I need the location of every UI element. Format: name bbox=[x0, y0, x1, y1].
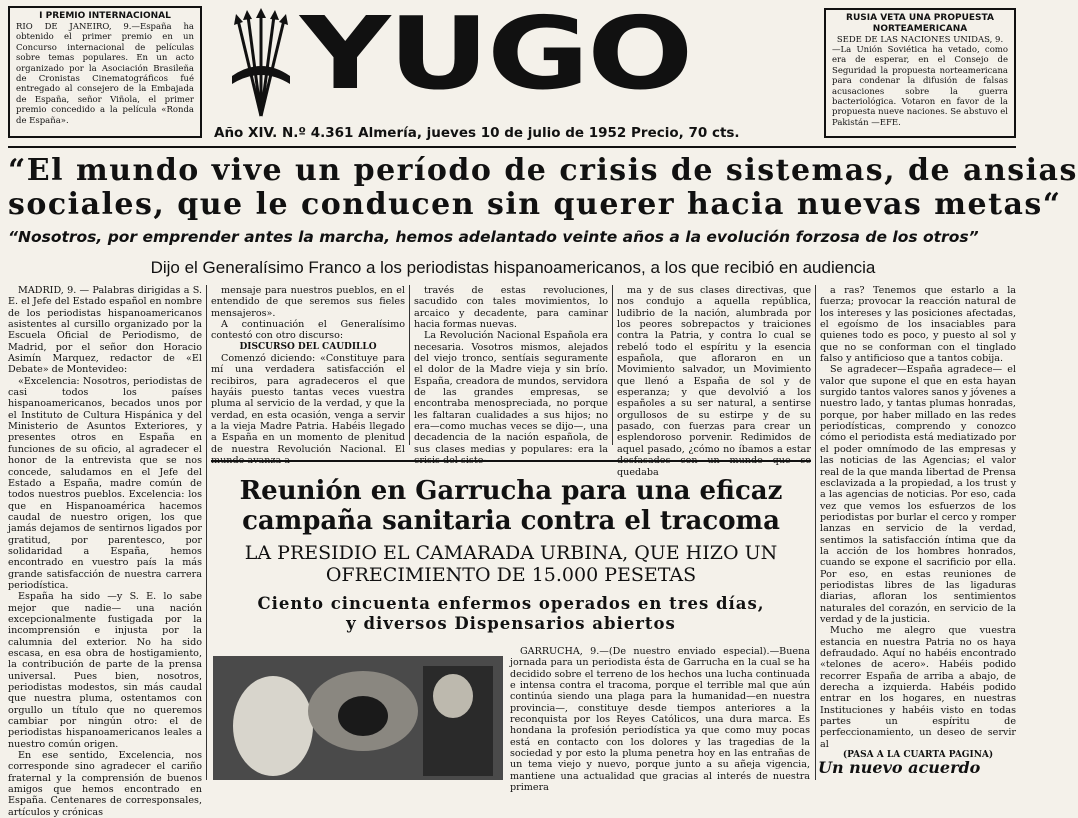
story2-rule bbox=[211, 460, 811, 462]
continued-on-page-4: (PASA A LA CUARTA PAGINA) bbox=[842, 750, 994, 761]
story2-subhead-line2: OFRECIMIENTO DE 15.000 PESETAS bbox=[325, 564, 697, 586]
col4-paragraph: ma y de sus clases directivas, que nos condujo a aquella república, ludibrio de la nación, alumbrada por los peores sobrepactos y traiciones contra la Patria, y contra lo cual se rebeló todo el espíritu y la esencia española, que afloraron en un Movimiento salvador, un Movimiento que llenó a España de sol y de esperanza; y que devolvió a los españoles a su ser natural, a sentirse orgullosos de su estirpe y de su pasado, con fuerzas para crear un esplendoroso porvenir. Redimidos de aquel pasado, ¿cómo no íbamos a estar quedaba bbox=[617, 285, 811, 478]
column-rule bbox=[815, 285, 816, 780]
masthead-dateline: Año XIV. N.º 4.361 Almería, jueves 10 de julio de 1952 Precio, 70 cts. bbox=[214, 125, 740, 141]
col3-paragraph: través de estas revoluciones, sacudido con tales movimientos, lo arcaico y decadente, para caminar hacia formas nuevas. bbox=[414, 285, 608, 331]
col1-paragraph: España ha sido —y S. E. lo sabe mejor que nadie— una nación excepcionalmente fustigada por la incomprensión e injusta por la calumnia del exterior. No ha sido escasa, en esa obra de hostigamiento, la contribución de parte de la prensa universal. Pues bien, nosotros, periodistas modestos, sin más caudal que nuestra pluma, ostentamos con orgullo un título que no queremos cambiar por ningún otro: el de periodistas hispanoamericanos leales a nuestro común origen. bbox=[8, 591, 202, 750]
col2-subhead: DISCURSO DEL CAUDILLO bbox=[239, 341, 377, 352]
left-box-title: I PREMIO INTERNACIONAL bbox=[39, 11, 171, 21]
story2-headline-line1: Reunión en Garrucha para una eficaz bbox=[239, 476, 783, 506]
column-rule bbox=[612, 285, 613, 445]
news-photo bbox=[213, 656, 503, 780]
left-news-box bbox=[8, 6, 202, 138]
story2-paragraph: GARRUCHA, 9.—(De nuestro enviado especial).—Buena jornada para un periodista ésta de Garrucha en la cual se ha decidido sobre el terreno de los hechos una lucha continuada e intensa contra el tracoma, porque el terrible mal que aún continúa siendo una plaga para la humanidad—en nuestra provincia—, constituye desde tiempos anteriores a la reconquista por los Reyes Católicos, una dura marca. Es hondana la profesión periodística ya que como muy pocas está en contacto con los dolores y las tragedias de la sociedad y por esto la pluma penetra hoy en las entrañas de un tema viejo y nuevo, porque junto a su añeja vigencia, mantiene una actualidad que gracias al interés de nuestra primera bbox=[510, 646, 810, 794]
col2-paragraph: A continuación el Generalísimo contestó con otro discurso: bbox=[211, 319, 405, 342]
column-2 bbox=[211, 285, 405, 455]
column-4 bbox=[617, 285, 811, 478]
main-headline-line1: “El mundo vive un período de crisis de sistemas, de ansias bbox=[8, 153, 1078, 188]
story2-subhead-line1: LA PRESIDIO EL CAMARADA URBINA, QUE HIZO UN bbox=[244, 542, 778, 564]
story2-body bbox=[510, 646, 810, 794]
right-box-subtitle: SEDE DE LAS NACIONES UNIDAS, 9. bbox=[836, 35, 1004, 45]
story2-deck-line1: Ciento cincuenta enfermos operados en tres días, bbox=[257, 594, 765, 613]
masthead-title: YUGO bbox=[300, 0, 691, 112]
story2-headline-line2: campaña sanitaria contra el tracoma bbox=[242, 506, 780, 536]
story2-deck-line2: y diversos Dispensarios abiertos bbox=[346, 614, 676, 633]
col3-paragraph: La Revolución Nacional Española era necesaria. Vosotros mismos, alejados del viejo tronco, sentíais seguramente el dolor de la Madre vieja y sin brío. España, creadora de mundos, servidora de las grandes empresas, se encontraba menospreciada, no porque les faltaran cualidades a sus hijos; no era—como muchas veces se dijo—, una decadencia de la nación española, de sus clases medias y populares: era la bbox=[414, 330, 608, 455]
quote-headline: “Nosotros, por emprender antes la marcha, hemos adelantado veinte años a la evolución forzosa de los otros” bbox=[8, 228, 979, 246]
right-news-box bbox=[824, 8, 1016, 138]
column-1 bbox=[8, 285, 203, 818]
column-rule bbox=[409, 285, 410, 445]
main-headline-line2: sociales, que le conducen sin querer hacia nuevas metas“ bbox=[8, 187, 1062, 222]
col5-paragraph: Mucho me alegro que vuestra estancia en nuestra Patria no os haya defraudado. Aquí no habéis encontrado «telones de acero». Habéis podido recorrer España de arriba a abajo, de derecha a izquierda. Habéis podido entrar en los hogares, en nuestras Instituciones y habéis visto en todas partes un espíritu de perfeccionamiento, un deseo de servir al bbox=[820, 625, 1016, 750]
column-3 bbox=[414, 285, 608, 455]
col2-paragraph: Comenzó diciendo: «Constituye para mí una verdadera satisfacción el recibiros, para agradeceros el que hayáis puesto tantas veces vuestra pluma al servicio de la verdad, y que la verdad, en esta ocasión, venga a servir a la vieja Madre Patria. Habéis llegado a España en un momento de plenitud de nuestra Revolución Nacional. El bbox=[211, 353, 405, 455]
column-5 bbox=[820, 285, 1016, 761]
column-rule bbox=[206, 285, 207, 780]
right-box-body: —La Unión Soviética ha vetado, como era de esperar, en el Consejo de Seguridad la propuesta norteamericana para condenar la difusión de falsas acusaciones sobre la guerra bacteriológica. Votaron en favor de la propuesta nueve naciones. Se abstuvo el Pakistán —EFE. bbox=[832, 45, 1008, 128]
headline-deck: Dijo el Generalísimo Franco a los periodistas hispanoamericanos, a los que recibió en audiencia bbox=[150, 258, 876, 277]
masthead-rule bbox=[8, 146, 1016, 148]
col5-paragraph: a ras? Tenemos que estarlo a la fuerza; provocar la reacción natural de los intereses y las posiciones afectadas, el egoísmo de los insaciables para quienes todo es poco, y puesto al sol y que no se conforman con el tinglado falso y antificioso que a tantos cobija. bbox=[820, 285, 1016, 365]
yoke-and-arrows-emblem bbox=[226, 6, 296, 124]
left-box-body: RIO DE JANEIRO, 9.—España ha obtenido el primer premio en un Concurso internacional de películas sobre temas populares. En un acto organizado por la Asociación Brasileña de Cronistas Cinematográficos fué entregado al consejero de la Embajada de España, señor Viñola, el primer premio concedido a la película «Ronda de España». bbox=[16, 22, 194, 126]
col1-paragraph: MADRID, 9. — Palabras dirigidas a S. E. el Jefe del Estado español en nombre de los periodistas hispanoamericanos asistentes al cursillo organizado por la Escuela Oficial de Periodismo, de Madrid, por el señor don Horacio Asimín Marquez, redactor de «El Debate» de Montevideo: bbox=[8, 285, 203, 376]
next-story-fragment: Un nuevo acuerdo bbox=[818, 758, 981, 777]
col5-paragraph: Se agradecer—España agradece— el valor que supone el que en esta hayan surgido tantos valores sanos y jóvenes a nuestro lado, y tantas plumas honradas, porque, por haber millado en las redes periodísticas, comprendo y conozco cómo el periodista está mediatizado por el poder omnímodo de las empresas y las noticias de las Agencias; el valor real de la que manda libertad de Prensa esclavizada a la propiedad, a los trust y a las agencias de noticias. Por eso, cada vez que vemos los esfuerzos de los periodistas por burlar el cerco y romper lanzas en servicio de la verdad, sentimos la satisfacción íntima que da la acción de los hombres honrados, cuando se expone el sacrificio por ella. Por eso, en estas reuniones de periodistas libres de las ligaduras diarias, afloran los sentimientos naturales del corazón, en servicio de la verdad y de la justicia. bbox=[820, 364, 1016, 625]
col1-paragraph: En ese sentido, Excelencia, nos corresponde sino agradecer el cariño fraternal y la comprensión de buenos amigos que hemos encontrado en España. Centenares de corresponsales, artículos y crónicas bbox=[8, 750, 202, 818]
masthead-title-wrap bbox=[300, 0, 810, 114]
col1-paragraph: «Excelencia: Nosotros, periodistas de casi todos los países hispanoamericanos, becados unos por el Instituto de Cultura Hispánica y del Ministerio de Asuntos Exteriores, y presentes otros en España en funciones de su oficio, al agradecer el honor de la entrevista que se nos concede, saludamos en el Jefe del Estado a España, madre común de todos nuestros pueblos. Excelencia: los que en Hispanoamérica hacemos caudal de nuestro origen, los que jamás dejamos de sentirnos ligados por gratitud, por parentesco, por solidaridad a España, hemos encontrado en vuestro país la más grande satisfacción de nuestra carrera periodística. bbox=[8, 375, 202, 591]
right-box-title: RUSIA VETA UNA PROPUESTA NORTEAMERICANA bbox=[846, 13, 994, 34]
col2-paragraph: mensaje para nuestros pueblos, en el entendido de que seremos sus fieles mensajeros». bbox=[211, 285, 405, 319]
